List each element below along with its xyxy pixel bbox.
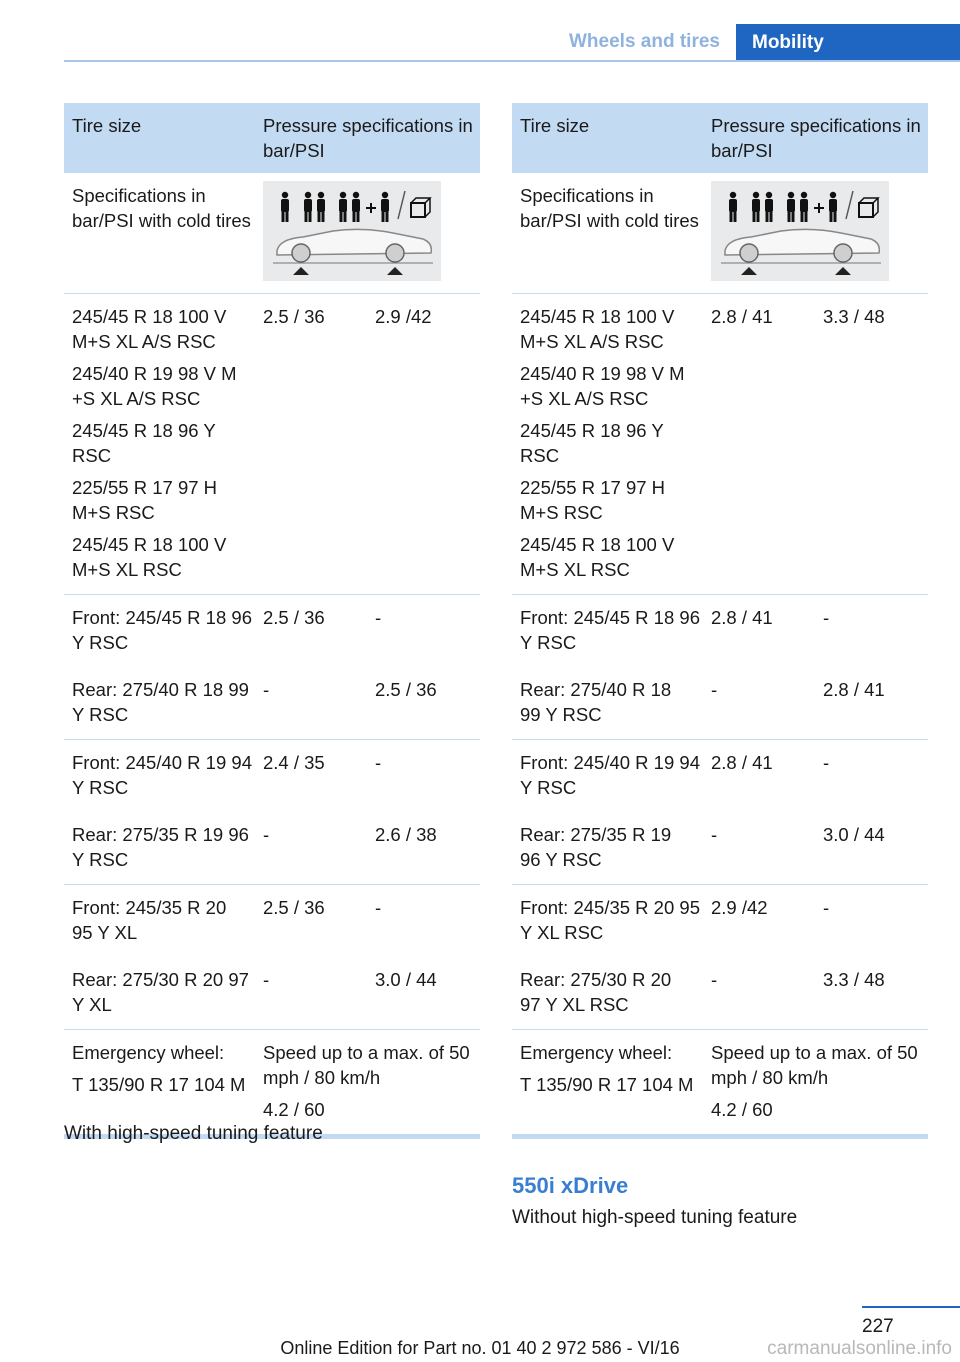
col-pressure: Pressure specifications in bar/PSI xyxy=(255,103,480,173)
table-row xyxy=(512,957,928,1030)
model-heading: 550i xDrive xyxy=(512,1173,629,1198)
table-row xyxy=(512,294,928,595)
table-header-row xyxy=(64,103,480,173)
left-caption: With high-speed tuning feature xyxy=(64,1123,323,1144)
table-row xyxy=(512,173,928,294)
pressure-value: 3.3 / 48 xyxy=(823,969,885,990)
tire-size: Rear: 275/30 R 20 97 Y XL RSC xyxy=(520,969,672,1015)
pressure-value: 2.5 / 36 xyxy=(263,897,325,918)
header-divider xyxy=(64,60,960,62)
tire-pressure-table-right xyxy=(512,103,928,1139)
pressure-value: 2.8 / 41 xyxy=(711,752,773,773)
pressure-value: - xyxy=(711,969,718,990)
pressure-value: - xyxy=(263,969,270,990)
tire-size: Rear: 275/35 R 19 96 Y RSC xyxy=(520,824,672,870)
load-icon-cell xyxy=(703,173,928,294)
pressure-value: 2.8 / 41 xyxy=(823,679,885,700)
col-pressure: Pressure specifications in bar/PSI xyxy=(703,103,928,173)
load-diagram-icon xyxy=(263,181,441,281)
page-number-rule xyxy=(862,1306,960,1308)
tire-size: Rear: 275/35 R 19 96 Y RSC xyxy=(72,824,249,870)
pressure-value: 2.8 / 41 xyxy=(711,306,773,327)
table-row xyxy=(64,957,480,1030)
emergency-wheel: Emergency wheel: T 135/90 R 17 104 M xyxy=(520,1042,694,1095)
page-number: 227 xyxy=(862,1316,894,1337)
tire-size: Rear: 275/40 R 18 99 Y RSC xyxy=(520,679,672,725)
page-header xyxy=(64,24,960,62)
pressure-value: - xyxy=(711,824,718,845)
pressure-value: 2.4 / 35 xyxy=(263,752,325,773)
table-row xyxy=(64,173,480,294)
table-row xyxy=(64,885,480,958)
footer-edition: Online Edition for Part no. 01 40 2 972 586 - VI/16 xyxy=(280,1338,680,1358)
tire-size: Rear: 275/30 R 20 97 Y XL xyxy=(72,969,249,1015)
table-row xyxy=(512,740,928,813)
chapter-tab[interactable]: Mobility xyxy=(736,24,960,62)
tire-size: Front: 245/40 R 19 94 Y RSC xyxy=(520,752,700,798)
table-row xyxy=(512,595,928,668)
pressure-value: 3.0 / 44 xyxy=(823,824,885,845)
section-title: Wheels and tires xyxy=(569,31,720,52)
pressure-value: 2.9 /42 xyxy=(375,306,432,327)
pressure-value: 2.5 / 36 xyxy=(263,306,325,327)
pressure-value: 2.6 / 38 xyxy=(375,824,437,845)
emergency-wheel-spec: Speed up to a max. of 50 mph / 80 km/h 4.2 / 60 xyxy=(263,1042,470,1120)
pressure-value: - xyxy=(823,607,830,628)
cold-spec-label: Specifications in bar/PSI with cold tires xyxy=(72,185,251,231)
tire-size: Front: 245/45 R 18 96 Y RSC xyxy=(72,607,252,653)
pressure-value: 3.3 / 48 xyxy=(823,306,885,327)
table-row xyxy=(64,1030,480,1137)
pressure-value: 2.8 / 41 xyxy=(711,607,773,628)
tire-size: Front: 245/45 R 18 96 Y RSC xyxy=(520,607,700,653)
pressure-value: 3.0 / 44 xyxy=(375,969,437,990)
watermark: carmanualsonline.info xyxy=(767,1338,952,1359)
col-tire-size: Tire size xyxy=(512,103,703,173)
table-row xyxy=(64,812,480,885)
tire-size-list: 245/45 R 18 100 V M+S XL A/S RSC 245/40 R 19 98 V M +S XL A/S RSC 245/45 R 18 96 Y RSC 225/55 R 17 97 H M+S RSC 245/45 R 18 100 V M+S XL RSC xyxy=(520,306,685,580)
col-tire-size: Tire size xyxy=(64,103,255,173)
pressure-value: 2.9 /42 xyxy=(711,897,768,918)
pressure-value: - xyxy=(375,897,382,918)
emergency-wheel-spec: Speed up to a max. of 50 mph / 80 km/h 4.2 / 60 xyxy=(711,1042,918,1120)
table-row xyxy=(512,667,928,740)
tire-pressure-table-left xyxy=(64,103,480,1139)
model-caption: Without high-speed tuning feature xyxy=(512,1207,798,1228)
emergency-wheel: Emergency wheel: T 135/90 R 17 104 M xyxy=(72,1042,246,1095)
pressure-value: - xyxy=(823,897,830,918)
pressure-value: - xyxy=(263,679,270,700)
pressure-value: - xyxy=(263,824,270,845)
tire-size: Front: 245/35 R 20 95 Y XL RSC xyxy=(520,897,700,943)
table-row xyxy=(64,595,480,668)
tire-size: Front: 245/40 R 19 94 Y RSC xyxy=(72,752,252,798)
pressure-value: 2.5 / 36 xyxy=(263,607,325,628)
tire-size: Rear: 275/40 R 18 99 Y RSC xyxy=(72,679,249,725)
load-diagram-icon xyxy=(711,181,889,281)
pressure-value: - xyxy=(823,752,830,773)
table-row xyxy=(64,294,480,595)
pressure-value: - xyxy=(711,679,718,700)
table-row xyxy=(64,740,480,813)
table-header-row xyxy=(512,103,928,173)
tire-size-list: 245/45 R 18 100 V M+S XL A/S RSC 245/40 R 19 98 V M +S XL A/S RSC 245/45 R 18 96 Y RSC 225/55 R 17 97 H M+S RSC 245/45 R 18 100 V M+S XL RSC xyxy=(72,306,237,580)
cold-spec-label: Specifications in bar/PSI with cold tires xyxy=(520,185,699,231)
pressure-value: - xyxy=(375,607,382,628)
table-row xyxy=(64,667,480,740)
table-row xyxy=(512,1030,928,1137)
load-icon-cell xyxy=(255,173,480,294)
table-row xyxy=(512,885,928,958)
tire-size: Front: 245/35 R 20 95 Y XL xyxy=(72,897,227,943)
pressure-value: - xyxy=(375,752,382,773)
table-row xyxy=(512,812,928,885)
pressure-value: 2.5 / 36 xyxy=(375,679,437,700)
